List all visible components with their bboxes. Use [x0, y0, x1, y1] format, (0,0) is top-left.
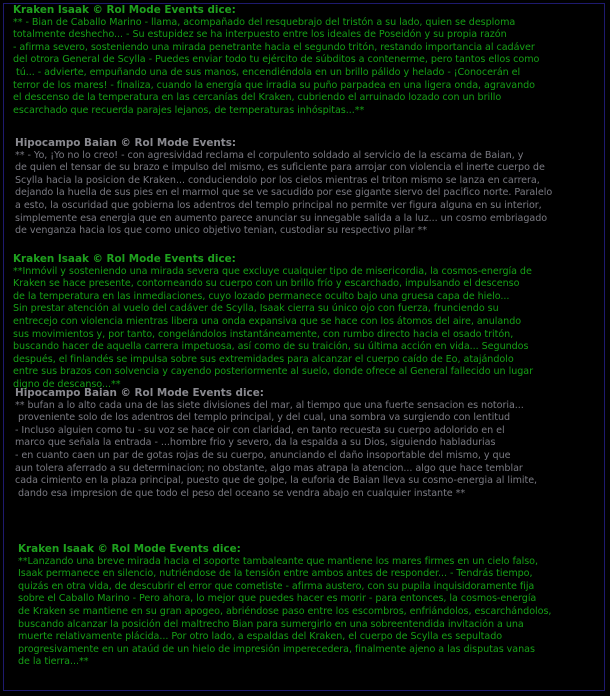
post-author: Kraken Isaak © Rol Mode Events dice:: [13, 253, 236, 265]
post-hipocampo-1: [15, 137, 605, 252]
post-kraken-2: [13, 253, 603, 393]
post-body: **Lanzando una breve mirada hacia el soporte tambaleante que mantiene los mares firmes en un cielo falso, Isaak permanece en silencio, nutriéndose de la tensión entre ambos antes de responder... - Tendrás tiempo, quizás en otra vida, de descubrir el error que cometiste - afirma austero, con su pupila inquisidoramente fija sobre el Caballo Marino - Pero ahora, lo mejor que puedes hacer es morir - para entonces, la cosmos-energía de Kraken se mantiene en su gran apogeo, abriéndose paso entre los escombros, enfriándolos, escarchándolos, buscando alcanzar la posición del maltrecho Bian para sumergirlo en una sobreentendida invitación a una muerte relativamente plácida... Por otro lado, a espaldas del Kraken, el cuerpo de Scylla es sepultado progresivamente en un ataúd de un hielo de impresión imperecedera, finalmente ajeno a las disputas vanas de la tierra...**: [18, 555, 552, 668]
post-author: Kraken Isaak © Rol Mode Events dice:: [18, 543, 241, 555]
post-kraken-1: [13, 4, 603, 131]
post-author: Kraken Isaak © Rol Mode Events dice:: [13, 4, 236, 16]
post-author: Hipocampo Baian © Rol Mode Events dice:: [15, 387, 264, 399]
post-kraken-3: [18, 543, 604, 690]
post-hipocampo-2: [15, 387, 605, 539]
post-author: Hipocampo Baian © Rol Mode Events:: [15, 137, 237, 149]
post-body: ** - Bian de Caballo Marino - llama, acompañado del resquebrajo del tristón a su lado, quien se desploma totalmente deshecho... - Su estupidez se ha interpuesto entre los ideales de Poseidón y su propia razón - afirma severo, sosteniendo una mirada penetrante hacia el segundo tritón, restando importancia al cadáver del otrora General de Scylla - Puedes enviar todo tu ejército de súbditos a contenerme, pero tantos ellos como tú... - advierte, empuñando una de sus manos, encendiéndola en un brillo pálido y helado - ¡Conocerán el terror de los mares! - finaliza, cuando la energía que irradia su puño parpadea en una ligera onda, agravando el descenso de la temperatura en las cercanías del Kraken, cubriendo el arruinado lozado con un brillo escarchado que recuerda parajes lejanos, de temperaturas inhóspitas...**: [13, 16, 540, 116]
chat-log: [3, 3, 605, 691]
post-body: ** bufan a lo alto cada una de las siete divisiones del mar, al tiempo que una fuerte sensacion es notoria... proveniente solo de los adentros del templo principal, y del cual, una sombra va surgiendo con lentitud - Incluso alguien como tu - su voz se hace oir con claridad, en tanto recuesta su cuerpo adolorido en el marco que señala la entrada - ...hombre frio y severo, da la espalda a su Dios, siguiendo habladurias - en cuanto caen un par de gotas rojas de su cuerpo, anunciando el daño insoportable del mismo, y que aun tolera aferrado a su determinacion; no obstante, algo mas atrapa la atencion... algo que hace temblar cada cimiento en la plaza principal, puesto que de golpe, la euforia de Baian lleva su cosmo-energia al limite, dando esa impresion de que todo el peso del oceano se vendra abajo en cualquier instante **: [15, 399, 538, 499]
post-body: **Inmóvil y sosteniendo una mirada severa que excluye cualquier tipo de misericordia, la cosmos-energía de Kraken se hace presente, contorneando su cuerpo con un brillo frío y escarchado, impulsando el descenso de la temperatura en las inmediaciones, cuyo lozado permanece oculto bajo una gruesa capa de hielo... Sin prestar atención al vuelo del cadáver de Scylla, Isaak cierra su único ojo con fuerza, frunciendo su entrecejo con violencia mientras libera una onda expansiva que se hace con los átomos del aire, anulando sus movimientos y, por tanto, congelándolos instantáneamente, con rumbo directo hacia el osado tritón, buscando hacer de aquella carrera impetuosa, así como de su traición, su última acción en vida... Segundos después, el finlandés se impulsa sobre sus extremidades para alcanzar el cuerpo caído de Eo, atajándolo entre sus brazos con solvencia y cayendo posteriormente al suelo, donde ofrece al General fallecido un lugar digno de descanso...**: [13, 265, 533, 390]
post-body: ** - Yo, ¡Yo no lo creo! - con agresividad reclama el corpulento soldado al servicio de la escama de Baian, y de quien el tensar de su brazo e impulso del mismo, es suficiente para arrojar con violencia el inerte cuerpo de Scylla hacia la posicion de Kraken... conduciendolo por los cielos mientras el triton mismo se lanza en carrera, dejando la huella de sus pies en el marmol que se ve sacudido por ese gigante siervo del pacifico norte. Paralelo a esto, la oscuridad que gobierna los adentros del templo principal no permite ver figura alguna en su interior, simplemente esa energia que en aumento parece anunciar su innegable salida a la luz... un cosmo embriagado de venganza hacia los que como unico objetivo tenian, custodiar su respectivo pilar **: [15, 149, 553, 237]
